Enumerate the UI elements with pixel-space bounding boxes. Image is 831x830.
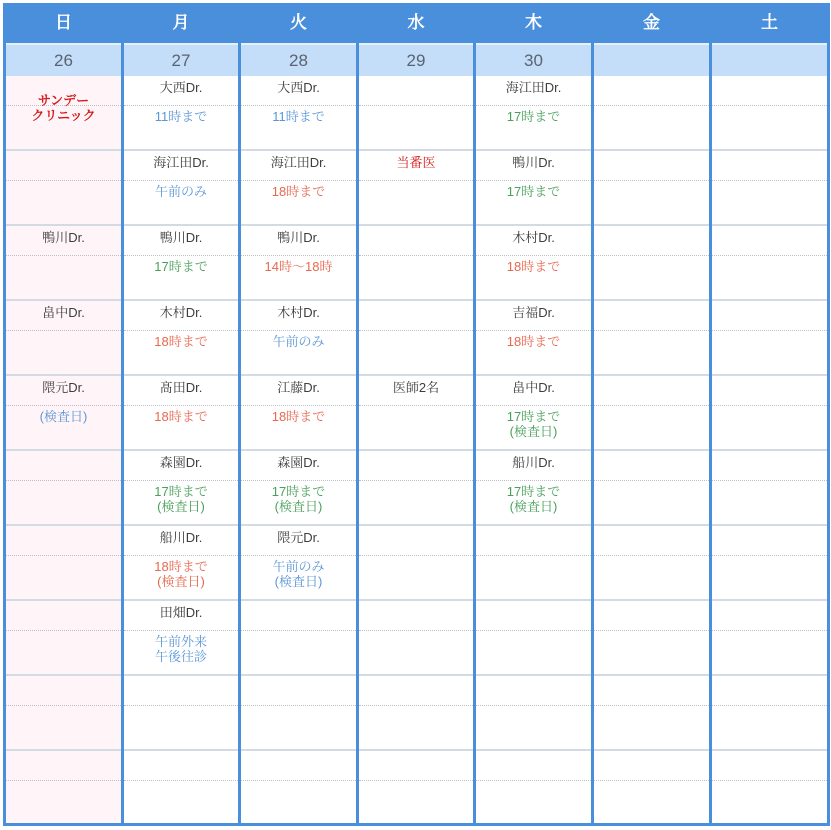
- doctor-name: 海江田Dr.: [270, 155, 327, 170]
- hours-note: 14時～18時: [264, 259, 333, 274]
- schedule-cell[interactable]: [594, 526, 709, 601]
- schedule-cell[interactable]: [241, 151, 356, 226]
- bottom-border: [359, 823, 473, 826]
- bottom-border: [124, 823, 238, 826]
- schedule-cell[interactable]: [359, 151, 473, 226]
- schedule-cell[interactable]: [476, 151, 591, 226]
- hours-note: 18時まで (検査日): [154, 559, 208, 589]
- schedule-cell[interactable]: [241, 226, 356, 301]
- day-column-sat: [709, 3, 830, 826]
- hours-note: 17時まで (検査日): [154, 484, 208, 514]
- schedule-cell[interactable]: [124, 451, 238, 526]
- doctor-name: 医師2名: [392, 380, 440, 395]
- hours-note: 17時まで: [506, 109, 561, 124]
- schedule-cell[interactable]: [476, 451, 591, 526]
- doctor-name: 鴨川Dr.: [277, 230, 320, 245]
- schedule-cell[interactable]: [476, 526, 591, 601]
- day-column-thu: [473, 3, 591, 826]
- schedule-cell[interactable]: [359, 376, 473, 451]
- schedule-cell[interactable]: [359, 226, 473, 301]
- weekday-header: 金: [594, 3, 709, 43]
- schedule-cell[interactable]: [712, 376, 827, 451]
- schedule-cell[interactable]: [476, 751, 591, 826]
- doctor-name: 海江田Dr.: [153, 155, 209, 170]
- bottom-border: [241, 823, 356, 826]
- day-column-wed: [356, 3, 473, 826]
- hours-note: 午前のみ (検査日): [272, 559, 325, 589]
- schedule-cell[interactable]: [594, 301, 709, 376]
- schedule-cell[interactable]: [359, 451, 473, 526]
- schedule-cell[interactable]: [241, 76, 356, 151]
- schedule-cell[interactable]: [241, 301, 356, 376]
- doctor-name: 森園Dr.: [159, 455, 203, 470]
- doctor-name: 鴨川Dr.: [159, 230, 203, 245]
- schedule-cell[interactable]: [594, 76, 709, 151]
- hours-note: 午前外来 午後往診: [154, 634, 207, 664]
- hours-note: 17時まで: [506, 184, 561, 199]
- schedule-cell[interactable]: [6, 76, 121, 151]
- doctor-name: 森園Dr.: [277, 455, 320, 470]
- doctor-name: 吉福Dr.: [512, 305, 555, 320]
- date-label: 28: [241, 43, 356, 76]
- date-label: 27: [124, 43, 238, 76]
- hours-note: 17時まで (検査日): [506, 409, 561, 439]
- schedule-cell[interactable]: [712, 601, 827, 676]
- doctor-name: 木村Dr.: [512, 230, 555, 245]
- doctor-name: 大西Dr.: [159, 80, 203, 95]
- hours-note: (検査日): [39, 409, 88, 424]
- hours-note: 17時まで (検査日): [271, 484, 326, 514]
- schedule-cell[interactable]: [359, 751, 473, 826]
- schedule-cell[interactable]: [712, 676, 827, 751]
- doctor-name: 当番医: [396, 155, 436, 170]
- schedule-cell[interactable]: [594, 151, 709, 226]
- schedule-cell[interactable]: [594, 676, 709, 751]
- schedule-cell[interactable]: [124, 526, 238, 601]
- day-column-sun: [3, 3, 121, 826]
- bottom-border: [594, 823, 709, 826]
- sunday-clinic-label: サンデー クリニック: [31, 94, 96, 124]
- schedule-cell[interactable]: [594, 751, 709, 826]
- schedule-cell[interactable]: [712, 301, 827, 376]
- schedule-cell[interactable]: [6, 526, 121, 601]
- schedule-cell[interactable]: [124, 376, 238, 451]
- date-label: 29: [359, 43, 473, 76]
- hours-note: 18時まで: [154, 334, 208, 349]
- doctor-name: 船川Dr.: [512, 455, 555, 470]
- schedule-cell[interactable]: [594, 451, 709, 526]
- weekday-header: 月: [124, 3, 238, 43]
- schedule-cell[interactable]: [124, 76, 238, 151]
- schedule-cell[interactable]: [476, 676, 591, 751]
- schedule-cell[interactable]: [476, 601, 591, 676]
- weekday-header: 日: [6, 3, 121, 43]
- schedule-cell[interactable]: [6, 601, 121, 676]
- schedule-cell[interactable]: [712, 76, 827, 151]
- schedule-cell[interactable]: [124, 601, 238, 676]
- schedule-cell[interactable]: [241, 676, 356, 751]
- schedule-cell[interactable]: [359, 601, 473, 676]
- schedule-cell[interactable]: [594, 601, 709, 676]
- hours-note: 11時まで: [154, 109, 208, 124]
- schedule-cell[interactable]: [124, 751, 238, 826]
- hours-note: 18時まで: [154, 409, 208, 424]
- doctor-name: 隈元Dr.: [42, 380, 85, 395]
- schedule-cell[interactable]: [712, 751, 827, 826]
- doctor-name: 江藤Dr.: [277, 380, 320, 395]
- schedule-cell[interactable]: [359, 76, 473, 151]
- schedule-cell[interactable]: [712, 226, 827, 301]
- day-column-tue: [238, 3, 356, 826]
- schedule-cell[interactable]: [6, 376, 121, 451]
- hours-note: 18時まで: [506, 334, 561, 349]
- doctor-name: 船川Dr.: [159, 530, 203, 545]
- schedule-cell[interactable]: [712, 151, 827, 226]
- schedule-cell[interactable]: [6, 151, 121, 226]
- day-column-fri: [591, 3, 709, 826]
- schedule-cell[interactable]: [476, 376, 591, 451]
- schedule-cell[interactable]: [476, 301, 591, 376]
- schedule-cell[interactable]: [712, 451, 827, 526]
- hours-note: 18時まで: [506, 259, 561, 274]
- date-label: 30: [476, 43, 591, 76]
- hours-note: 午前のみ: [154, 184, 207, 199]
- schedule-cell[interactable]: [6, 451, 121, 526]
- schedule-cell[interactable]: [359, 301, 473, 376]
- schedule-cell[interactable]: [359, 526, 473, 601]
- schedule-cell[interactable]: [124, 151, 238, 226]
- weekday-header: 土: [712, 3, 827, 43]
- schedule-cell[interactable]: [124, 301, 238, 376]
- schedule-cell[interactable]: [6, 751, 121, 826]
- doctor-name: 田畑Dr.: [159, 605, 203, 620]
- bottom-border: [476, 823, 591, 826]
- schedule-cell[interactable]: [594, 376, 709, 451]
- schedule-cell[interactable]: [124, 676, 238, 751]
- schedule-cell[interactable]: [6, 676, 121, 751]
- doctor-name: 木村Dr.: [277, 305, 320, 320]
- doctor-name: 鴨川Dr.: [512, 155, 555, 170]
- schedule-cell[interactable]: [241, 451, 356, 526]
- doctor-name: 髙田Dr.: [159, 380, 203, 395]
- schedule-cell[interactable]: [241, 376, 356, 451]
- weekday-header: 木: [476, 3, 591, 43]
- schedule-cell[interactable]: [241, 751, 356, 826]
- date-label: [594, 43, 709, 76]
- doctor-name: 畠中Dr.: [42, 305, 85, 320]
- hours-note: 17時まで (検査日): [506, 484, 561, 514]
- date-label: [712, 43, 827, 76]
- schedule-calendar: [3, 3, 827, 826]
- weekday-header: 火: [241, 3, 356, 43]
- hours-note: 18時まで: [271, 409, 326, 424]
- schedule-cell[interactable]: [124, 226, 238, 301]
- schedule-cell[interactable]: [594, 226, 709, 301]
- doctor-name: 海江田Dr.: [505, 80, 562, 95]
- hours-note: 11時まで: [272, 109, 325, 124]
- doctor-name: 木村Dr.: [159, 305, 203, 320]
- doctor-name: 大西Dr.: [277, 80, 320, 95]
- schedule-cell[interactable]: [6, 301, 121, 376]
- bottom-border: [712, 823, 827, 826]
- schedule-cell[interactable]: [241, 526, 356, 601]
- schedule-cell[interactable]: [6, 226, 121, 301]
- schedule-cell[interactable]: [359, 676, 473, 751]
- schedule-cell[interactable]: [476, 76, 591, 151]
- weekday-header: 水: [359, 3, 473, 43]
- hours-note: 午前のみ: [272, 334, 325, 349]
- doctor-name: 畠中Dr.: [512, 380, 555, 395]
- hours-note: 18時まで: [271, 184, 326, 199]
- doctor-name: 隈元Dr.: [277, 530, 320, 545]
- day-column-mon: [121, 3, 238, 826]
- schedule-cell[interactable]: [712, 526, 827, 601]
- date-label: 26: [6, 43, 121, 76]
- schedule-cell[interactable]: [241, 601, 356, 676]
- hours-note: 17時まで: [154, 259, 208, 274]
- doctor-name: 鴨川Dr.: [42, 230, 85, 245]
- bottom-border: [6, 823, 121, 826]
- schedule-cell[interactable]: [476, 226, 591, 301]
